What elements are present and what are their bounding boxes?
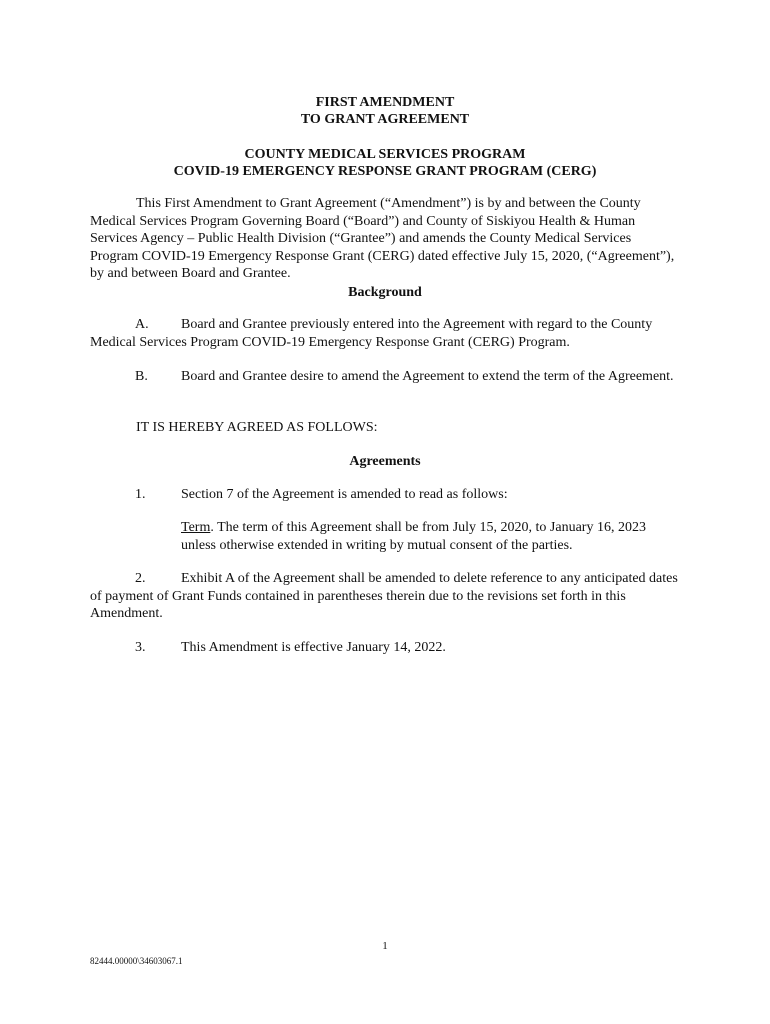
title-line-1: FIRST AMENDMENT <box>315 95 455 110</box>
document-id: 82444.00000\34603067.1 <box>90 956 183 966</box>
agreement-item-1 <box>90 486 682 504</box>
title-line-4: COVID-19 EMERGENCY RESPONSE GRANT PROGRAM (CERG) <box>173 164 597 179</box>
term-text: . The term of this Agreement shall be from July 15, 2020, to January 16, 2023 unless otherwise extended in writing by mutual consent of the parties. <box>181 520 646 553</box>
title-line-2: TO GRANT AGREEMENT <box>300 112 470 127</box>
recital-a-text: Board and Grantee previously entered into the Agreement with regard to the County Medical Services Program COVID-19 Emergency Response Grant (CERG) Program. <box>90 317 653 350</box>
term-clause <box>181 519 681 554</box>
item-2-text: Exhibit A of the Agreement shall be amended to delete reference to any anticipated dates of payment of Grant Funds contained in parentheses therein due to the revisions set forth in this Amendment. <box>90 571 678 621</box>
recital-b-text: Board and Grantee desire to amend the Agreement to extend the term of the Agreement. <box>181 369 674 384</box>
item-1-label: 1. <box>135 487 146 502</box>
hereby-statement: IT IS HEREBY AGREED AS FOLLOWS: <box>136 420 378 435</box>
agreements-heading: Agreements <box>349 454 421 469</box>
title-line-3: COUNTY MEDICAL SERVICES PROGRAM <box>244 147 526 162</box>
intro-paragraph: This First Amendment to Grant Agreement (“Amendment”) is by and between the County Medical Services Program Governing Board (“Board”) and County of Siskiyou Health & Human Services Agency – Public Health Division (“Grantee”) and amends the County Medical Services Program COVID-19 Emergency Response Grant (CERG) dated effective July 15, 2020, (“Agreement”), by and between Board and Grantee. <box>90 196 675 281</box>
item-3-label: 3. <box>135 640 146 655</box>
recital-a <box>90 316 682 351</box>
item-2-label: 2. <box>135 571 146 586</box>
agreement-item-3 <box>90 639 682 657</box>
page-number: 1 <box>382 940 388 952</box>
agreement-item-2 <box>90 570 682 623</box>
recital-b <box>90 368 682 386</box>
recital-a-label: A. <box>135 317 149 332</box>
recital-b-label: B. <box>135 369 148 384</box>
item-3-text: This Amendment is effective January 14, 2022. <box>181 640 446 655</box>
item-1-text: Section 7 of the Agreement is amended to read as follows: <box>181 487 508 502</box>
term-label: Term <box>181 520 211 535</box>
background-heading: Background <box>348 285 422 300</box>
